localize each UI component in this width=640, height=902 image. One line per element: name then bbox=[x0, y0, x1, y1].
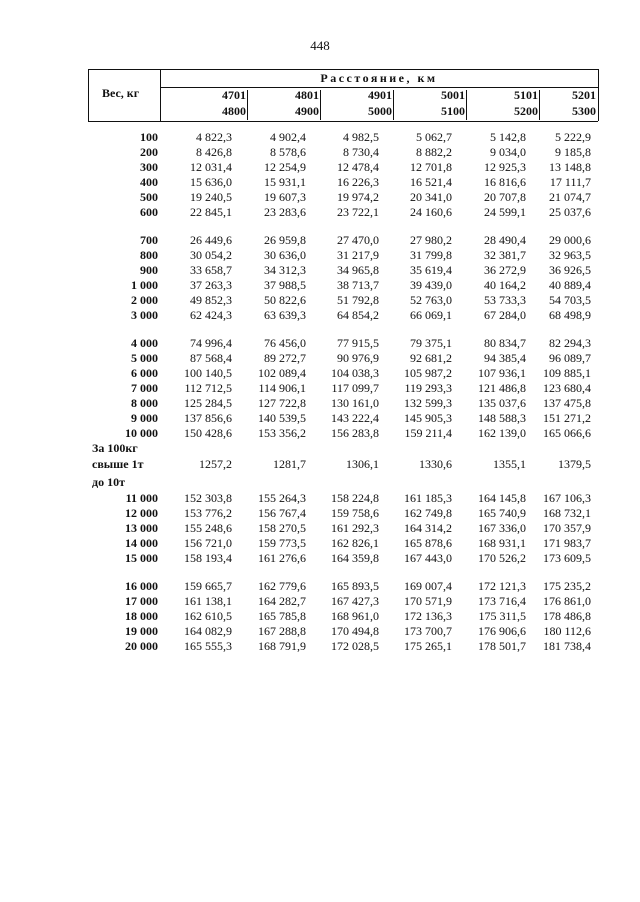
table-row bbox=[0, 145, 640, 160]
surcharge-value: 1306,1 bbox=[346, 457, 379, 471]
distance-to: 5200 bbox=[514, 104, 538, 118]
value-cell: 161 292,3 bbox=[331, 521, 379, 535]
weight-cell: 900 bbox=[140, 263, 158, 277]
value-cell: 164 145,8 bbox=[478, 491, 526, 505]
value-cell: 170 494,8 bbox=[331, 624, 379, 638]
table-row bbox=[0, 233, 640, 248]
surcharge-value: 1281,7 bbox=[273, 457, 306, 471]
value-cell: 153 776,2 bbox=[184, 506, 232, 520]
value-cell: 158 224,8 bbox=[331, 491, 379, 505]
value-cell: 8 578,6 bbox=[270, 145, 306, 159]
value-cell: 165 740,9 bbox=[478, 506, 526, 520]
value-cell: 89 272,7 bbox=[264, 351, 306, 365]
distance-to: 4800 bbox=[222, 104, 246, 118]
weight-cell: 400 bbox=[140, 175, 158, 189]
value-cell: 30 054,2 bbox=[190, 248, 232, 262]
weight-cell: 19 000 bbox=[125, 624, 158, 638]
value-cell: 173 716,4 bbox=[478, 594, 526, 608]
distance-column-header bbox=[248, 88, 321, 121]
value-cell: 20 707,8 bbox=[484, 190, 526, 204]
distance-column-header bbox=[160, 88, 248, 121]
distance-to: 4900 bbox=[295, 104, 319, 118]
header-bottom-rule bbox=[88, 121, 598, 122]
value-cell: 54 703,5 bbox=[549, 293, 591, 307]
value-cell: 173 609,5 bbox=[543, 551, 591, 565]
weight-cell: 700 bbox=[140, 233, 158, 247]
value-cell: 155 264,3 bbox=[258, 491, 306, 505]
value-cell: 36 926,5 bbox=[549, 263, 591, 277]
value-cell: 40 164,2 bbox=[484, 278, 526, 292]
value-cell: 13 148,8 bbox=[549, 160, 591, 174]
value-cell: 117 099,7 bbox=[331, 381, 379, 395]
value-cell: 151 271,2 bbox=[543, 411, 591, 425]
surcharge-label: до 10т bbox=[92, 475, 125, 489]
value-cell: 25 037,6 bbox=[549, 205, 591, 219]
value-cell: 26 449,6 bbox=[190, 233, 232, 247]
value-cell: 21 074,7 bbox=[549, 190, 591, 204]
value-cell: 162 139,0 bbox=[478, 426, 526, 440]
weight-cell: 3 000 bbox=[131, 308, 158, 322]
value-cell: 107 936,1 bbox=[478, 366, 526, 380]
value-cell: 169 007,4 bbox=[404, 579, 452, 593]
value-cell: 12 254,9 bbox=[264, 160, 306, 174]
value-cell: 178 486,8 bbox=[543, 609, 591, 623]
value-cell: 119 293,3 bbox=[404, 381, 452, 395]
value-cell: 52 763,0 bbox=[410, 293, 452, 307]
value-cell: 51 792,8 bbox=[337, 293, 379, 307]
surcharge-value: 1330,6 bbox=[419, 457, 452, 471]
value-cell: 150 428,6 bbox=[184, 426, 232, 440]
value-cell: 168 732,1 bbox=[543, 506, 591, 520]
value-cell: 172 121,3 bbox=[478, 579, 526, 593]
value-cell: 92 681,2 bbox=[410, 351, 452, 365]
value-cell: 161 185,3 bbox=[404, 491, 452, 505]
value-cell: 64 854,2 bbox=[337, 308, 379, 322]
value-cell: 156 767,4 bbox=[258, 506, 306, 520]
value-cell: 26 959,8 bbox=[264, 233, 306, 247]
value-cell: 28 490,4 bbox=[484, 233, 526, 247]
value-cell: 19 607,3 bbox=[264, 190, 306, 204]
weight-cell: 9 000 bbox=[131, 411, 158, 425]
value-cell: 24 599,1 bbox=[484, 205, 526, 219]
distance-from: 4901 bbox=[368, 88, 392, 102]
value-cell: 165 893,5 bbox=[331, 579, 379, 593]
header-top-rule bbox=[88, 69, 598, 70]
value-cell: 156 283,8 bbox=[331, 426, 379, 440]
table-row bbox=[0, 366, 640, 381]
value-cell: 158 270,5 bbox=[258, 521, 306, 535]
value-cell: 170 526,2 bbox=[478, 551, 526, 565]
weight-cell: 17 000 bbox=[125, 594, 158, 608]
distance-to: 5000 bbox=[368, 104, 392, 118]
weight-cell: 100 bbox=[140, 130, 158, 144]
value-cell: 148 588,3 bbox=[478, 411, 526, 425]
value-cell: 171 983,7 bbox=[543, 536, 591, 550]
surcharge-label-line bbox=[0, 441, 640, 457]
value-cell: 156 721,0 bbox=[184, 536, 232, 550]
value-cell: 4 982,5 bbox=[343, 130, 379, 144]
value-cell: 155 248,6 bbox=[184, 521, 232, 535]
value-cell: 135 037,6 bbox=[478, 396, 526, 410]
table-row bbox=[0, 594, 640, 609]
weight-cell: 14 000 bbox=[125, 536, 158, 550]
value-cell: 162 749,8 bbox=[404, 506, 452, 520]
distance-from: 4701 bbox=[222, 88, 246, 102]
value-cell: 36 272,9 bbox=[484, 263, 526, 277]
value-cell: 159 773,5 bbox=[258, 536, 306, 550]
value-cell: 104 038,3 bbox=[331, 366, 379, 380]
value-cell: 162 826,1 bbox=[331, 536, 379, 550]
weight-cell: 800 bbox=[140, 248, 158, 262]
value-cell: 23 722,1 bbox=[337, 205, 379, 219]
weight-cell: 600 bbox=[140, 205, 158, 219]
value-cell: 172 136,3 bbox=[404, 609, 452, 623]
value-cell: 164 314,2 bbox=[404, 521, 452, 535]
value-cell: 39 439,0 bbox=[410, 278, 452, 292]
weight-cell: 4 000 bbox=[131, 336, 158, 350]
value-cell: 167 427,3 bbox=[331, 594, 379, 608]
value-cell: 8 882,2 bbox=[416, 145, 452, 159]
weight-cell: 15 000 bbox=[125, 551, 158, 565]
value-cell: 66 069,1 bbox=[410, 308, 452, 322]
weight-cell: 8 000 bbox=[131, 396, 158, 410]
value-cell: 15 636,0 bbox=[190, 175, 232, 189]
value-cell: 158 193,4 bbox=[184, 551, 232, 565]
header-right-rule bbox=[598, 69, 599, 121]
table-row bbox=[0, 506, 640, 521]
value-cell: 127 722,8 bbox=[258, 396, 306, 410]
value-cell: 172 028,5 bbox=[331, 639, 379, 653]
weight-cell: 5 000 bbox=[131, 351, 158, 365]
value-cell: 62 424,3 bbox=[190, 308, 232, 322]
distance-column-header bbox=[321, 88, 394, 121]
value-cell: 34 965,8 bbox=[337, 263, 379, 277]
distance-column-header bbox=[540, 88, 598, 121]
surcharge-value: 1355,1 bbox=[493, 457, 526, 471]
value-cell: 80 834,7 bbox=[484, 336, 526, 350]
table-row bbox=[0, 248, 640, 263]
surcharge-label: За 100кг bbox=[92, 441, 138, 455]
value-cell: 30 636,0 bbox=[264, 248, 306, 262]
value-cell: 17 111,7 bbox=[549, 175, 591, 189]
table-row bbox=[0, 130, 640, 145]
value-cell: 87 568,4 bbox=[190, 351, 232, 365]
header-left-rule bbox=[88, 69, 89, 121]
value-cell: 153 356,2 bbox=[258, 426, 306, 440]
value-cell: 164 359,8 bbox=[331, 551, 379, 565]
table-row bbox=[0, 308, 640, 323]
value-cell: 165 878,6 bbox=[404, 536, 452, 550]
weight-cell: 11 000 bbox=[125, 491, 158, 505]
value-cell: 96 089,7 bbox=[549, 351, 591, 365]
value-cell: 31 217,9 bbox=[337, 248, 379, 262]
distance-from: 5101 bbox=[514, 88, 538, 102]
table-row bbox=[0, 381, 640, 396]
value-cell: 9 034,0 bbox=[490, 145, 526, 159]
value-cell: 123 680,4 bbox=[543, 381, 591, 395]
value-cell: 8 426,8 bbox=[196, 145, 232, 159]
value-cell: 164 282,7 bbox=[258, 594, 306, 608]
value-cell: 145 905,3 bbox=[404, 411, 452, 425]
value-cell: 40 889,4 bbox=[549, 278, 591, 292]
value-cell: 63 639,3 bbox=[264, 308, 306, 322]
table-row bbox=[0, 160, 640, 175]
value-cell: 164 082,9 bbox=[184, 624, 232, 638]
table-row bbox=[0, 624, 640, 639]
value-cell: 176 906,6 bbox=[478, 624, 526, 638]
table-row bbox=[0, 579, 640, 594]
value-cell: 8 730,4 bbox=[343, 145, 379, 159]
value-cell: 67 284,0 bbox=[484, 308, 526, 322]
weight-cell: 13 000 bbox=[125, 521, 158, 535]
weight-column-title: Вес, кг bbox=[102, 86, 140, 100]
value-cell: 16 521,4 bbox=[410, 175, 452, 189]
value-cell: 143 222,4 bbox=[331, 411, 379, 425]
value-cell: 50 822,6 bbox=[264, 293, 306, 307]
value-cell: 109 885,1 bbox=[543, 366, 591, 380]
value-cell: 112 712,5 bbox=[184, 381, 232, 395]
weight-cell: 6 000 bbox=[131, 366, 158, 380]
value-cell: 175 235,2 bbox=[543, 579, 591, 593]
value-cell: 176 861,0 bbox=[543, 594, 591, 608]
value-cell: 5 142,8 bbox=[490, 130, 526, 144]
value-cell: 23 283,6 bbox=[264, 205, 306, 219]
table-row bbox=[0, 609, 640, 624]
value-cell: 105 987,2 bbox=[404, 366, 452, 380]
weight-cell: 10 000 bbox=[125, 426, 158, 440]
table-row bbox=[0, 351, 640, 366]
value-cell: 159 665,7 bbox=[184, 579, 232, 593]
value-cell: 170 571,9 bbox=[404, 594, 452, 608]
table-row bbox=[0, 263, 640, 278]
value-cell: 34 312,3 bbox=[264, 263, 306, 277]
value-cell: 49 852,3 bbox=[190, 293, 232, 307]
table-row bbox=[0, 190, 640, 205]
table-row bbox=[0, 639, 640, 654]
table-row bbox=[0, 551, 640, 566]
tariff-table-body bbox=[0, 130, 640, 654]
value-cell: 15 931,1 bbox=[264, 175, 306, 189]
weight-cell: 12 000 bbox=[125, 506, 158, 520]
value-cell: 31 799,8 bbox=[410, 248, 452, 262]
surcharge-value: 1257,2 bbox=[199, 457, 232, 471]
table-row bbox=[0, 278, 640, 293]
value-cell: 24 160,6 bbox=[410, 205, 452, 219]
distance-from: 5001 bbox=[441, 88, 465, 102]
value-cell: 130 161,0 bbox=[331, 396, 379, 410]
value-cell: 19 240,5 bbox=[190, 190, 232, 204]
value-cell: 76 456,0 bbox=[264, 336, 306, 350]
weight-cell: 500 bbox=[140, 190, 158, 204]
value-cell: 125 284,5 bbox=[184, 396, 232, 410]
table-row bbox=[0, 521, 640, 536]
weight-cell: 7 000 bbox=[131, 381, 158, 395]
value-cell: 181 738,4 bbox=[543, 639, 591, 653]
value-cell: 32 963,5 bbox=[549, 248, 591, 262]
value-cell: 114 906,1 bbox=[258, 381, 306, 395]
value-cell: 32 381,7 bbox=[484, 248, 526, 262]
value-cell: 29 000,6 bbox=[549, 233, 591, 247]
value-cell: 159 211,4 bbox=[404, 426, 452, 440]
value-cell: 35 619,4 bbox=[410, 263, 452, 277]
value-cell: 12 925,3 bbox=[484, 160, 526, 174]
value-cell: 74 996,4 bbox=[190, 336, 232, 350]
distance-to: 5100 bbox=[441, 104, 465, 118]
distance-to: 5300 bbox=[572, 104, 596, 118]
value-cell: 175 265,1 bbox=[404, 639, 452, 653]
table-header bbox=[88, 69, 598, 121]
value-cell: 162 779,6 bbox=[258, 579, 306, 593]
value-cell: 121 486,8 bbox=[478, 381, 526, 395]
value-cell: 137 475,8 bbox=[543, 396, 591, 410]
value-cell: 140 539,5 bbox=[258, 411, 306, 425]
value-cell: 132 599,3 bbox=[404, 396, 452, 410]
value-cell: 137 856,6 bbox=[184, 411, 232, 425]
value-cell: 102 089,4 bbox=[258, 366, 306, 380]
value-cell: 167 336,0 bbox=[478, 521, 526, 535]
table-row bbox=[0, 426, 640, 441]
value-cell: 162 610,5 bbox=[184, 609, 232, 623]
value-cell: 12 031,4 bbox=[190, 160, 232, 174]
value-cell: 79 375,1 bbox=[410, 336, 452, 350]
value-cell: 90 976,9 bbox=[337, 351, 379, 365]
value-cell: 53 733,3 bbox=[484, 293, 526, 307]
value-cell: 94 385,4 bbox=[484, 351, 526, 365]
value-cell: 27 470,0 bbox=[337, 233, 379, 247]
value-cell: 180 112,6 bbox=[543, 624, 591, 638]
distance-from: 4801 bbox=[295, 88, 319, 102]
value-cell: 12 478,4 bbox=[337, 160, 379, 174]
table-row bbox=[0, 205, 640, 220]
value-cell: 19 974,2 bbox=[337, 190, 379, 204]
value-cell: 167 106,3 bbox=[543, 491, 591, 505]
table-row bbox=[0, 411, 640, 426]
value-cell: 167 443,0 bbox=[404, 551, 452, 565]
value-cell: 37 263,3 bbox=[190, 278, 232, 292]
value-cell: 16 816,6 bbox=[484, 175, 526, 189]
table-row bbox=[0, 293, 640, 308]
table-row bbox=[0, 491, 640, 506]
value-cell: 168 961,0 bbox=[331, 609, 379, 623]
surcharge-label: свыше 1т bbox=[92, 457, 144, 471]
value-cell: 159 758,6 bbox=[331, 506, 379, 520]
page-number: 448 bbox=[310, 38, 330, 53]
distance-column-header bbox=[467, 88, 540, 121]
weight-cell: 16 000 bbox=[125, 579, 158, 593]
value-cell: 175 311,5 bbox=[478, 609, 526, 623]
surcharge-row bbox=[0, 457, 640, 475]
weight-cell: 18 000 bbox=[125, 609, 158, 623]
weight-cell: 1 000 bbox=[131, 278, 158, 292]
value-cell: 4 822,3 bbox=[196, 130, 232, 144]
value-cell: 12 701,8 bbox=[410, 160, 452, 174]
value-cell: 16 226,3 bbox=[337, 175, 379, 189]
weight-cell: 300 bbox=[140, 160, 158, 174]
value-cell: 33 658,7 bbox=[190, 263, 232, 277]
value-cell: 168 791,9 bbox=[258, 639, 306, 653]
value-cell: 22 845,1 bbox=[190, 205, 232, 219]
value-cell: 68 498,9 bbox=[549, 308, 591, 322]
value-cell: 178 501,7 bbox=[478, 639, 526, 653]
surcharge-value: 1379,5 bbox=[558, 457, 591, 471]
table-row bbox=[0, 175, 640, 190]
value-cell: 161 138,1 bbox=[184, 594, 232, 608]
value-cell: 5 062,7 bbox=[416, 130, 452, 144]
value-cell: 173 700,7 bbox=[404, 624, 452, 638]
table-row bbox=[0, 336, 640, 351]
weight-cell: 200 bbox=[140, 145, 158, 159]
value-cell: 37 988,5 bbox=[264, 278, 306, 292]
value-cell: 100 140,5 bbox=[184, 366, 232, 380]
distance-column-header bbox=[394, 88, 467, 121]
value-cell: 20 341,0 bbox=[410, 190, 452, 204]
value-cell: 82 294,3 bbox=[549, 336, 591, 350]
table-row bbox=[0, 536, 640, 551]
surcharge-label-line bbox=[0, 475, 640, 491]
value-cell: 165 785,8 bbox=[258, 609, 306, 623]
weight-cell: 2 000 bbox=[131, 293, 158, 307]
value-cell: 9 185,8 bbox=[555, 145, 591, 159]
value-cell: 38 713,7 bbox=[337, 278, 379, 292]
value-cell: 161 276,6 bbox=[258, 551, 306, 565]
table-row bbox=[0, 396, 640, 411]
value-cell: 165 555,3 bbox=[184, 639, 232, 653]
value-cell: 165 066,6 bbox=[543, 426, 591, 440]
weight-cell: 20 000 bbox=[125, 639, 158, 653]
value-cell: 27 980,2 bbox=[410, 233, 452, 247]
value-cell: 170 357,9 bbox=[543, 521, 591, 535]
value-cell: 152 303,8 bbox=[184, 491, 232, 505]
value-cell: 167 288,8 bbox=[258, 624, 306, 638]
value-cell: 77 915,5 bbox=[337, 336, 379, 350]
value-cell: 4 902,4 bbox=[270, 130, 306, 144]
distance-group-title: Расстояние, км bbox=[320, 71, 438, 85]
value-cell: 168 931,1 bbox=[478, 536, 526, 550]
distance-from: 5201 bbox=[572, 88, 596, 102]
value-cell: 5 222,9 bbox=[555, 130, 591, 144]
